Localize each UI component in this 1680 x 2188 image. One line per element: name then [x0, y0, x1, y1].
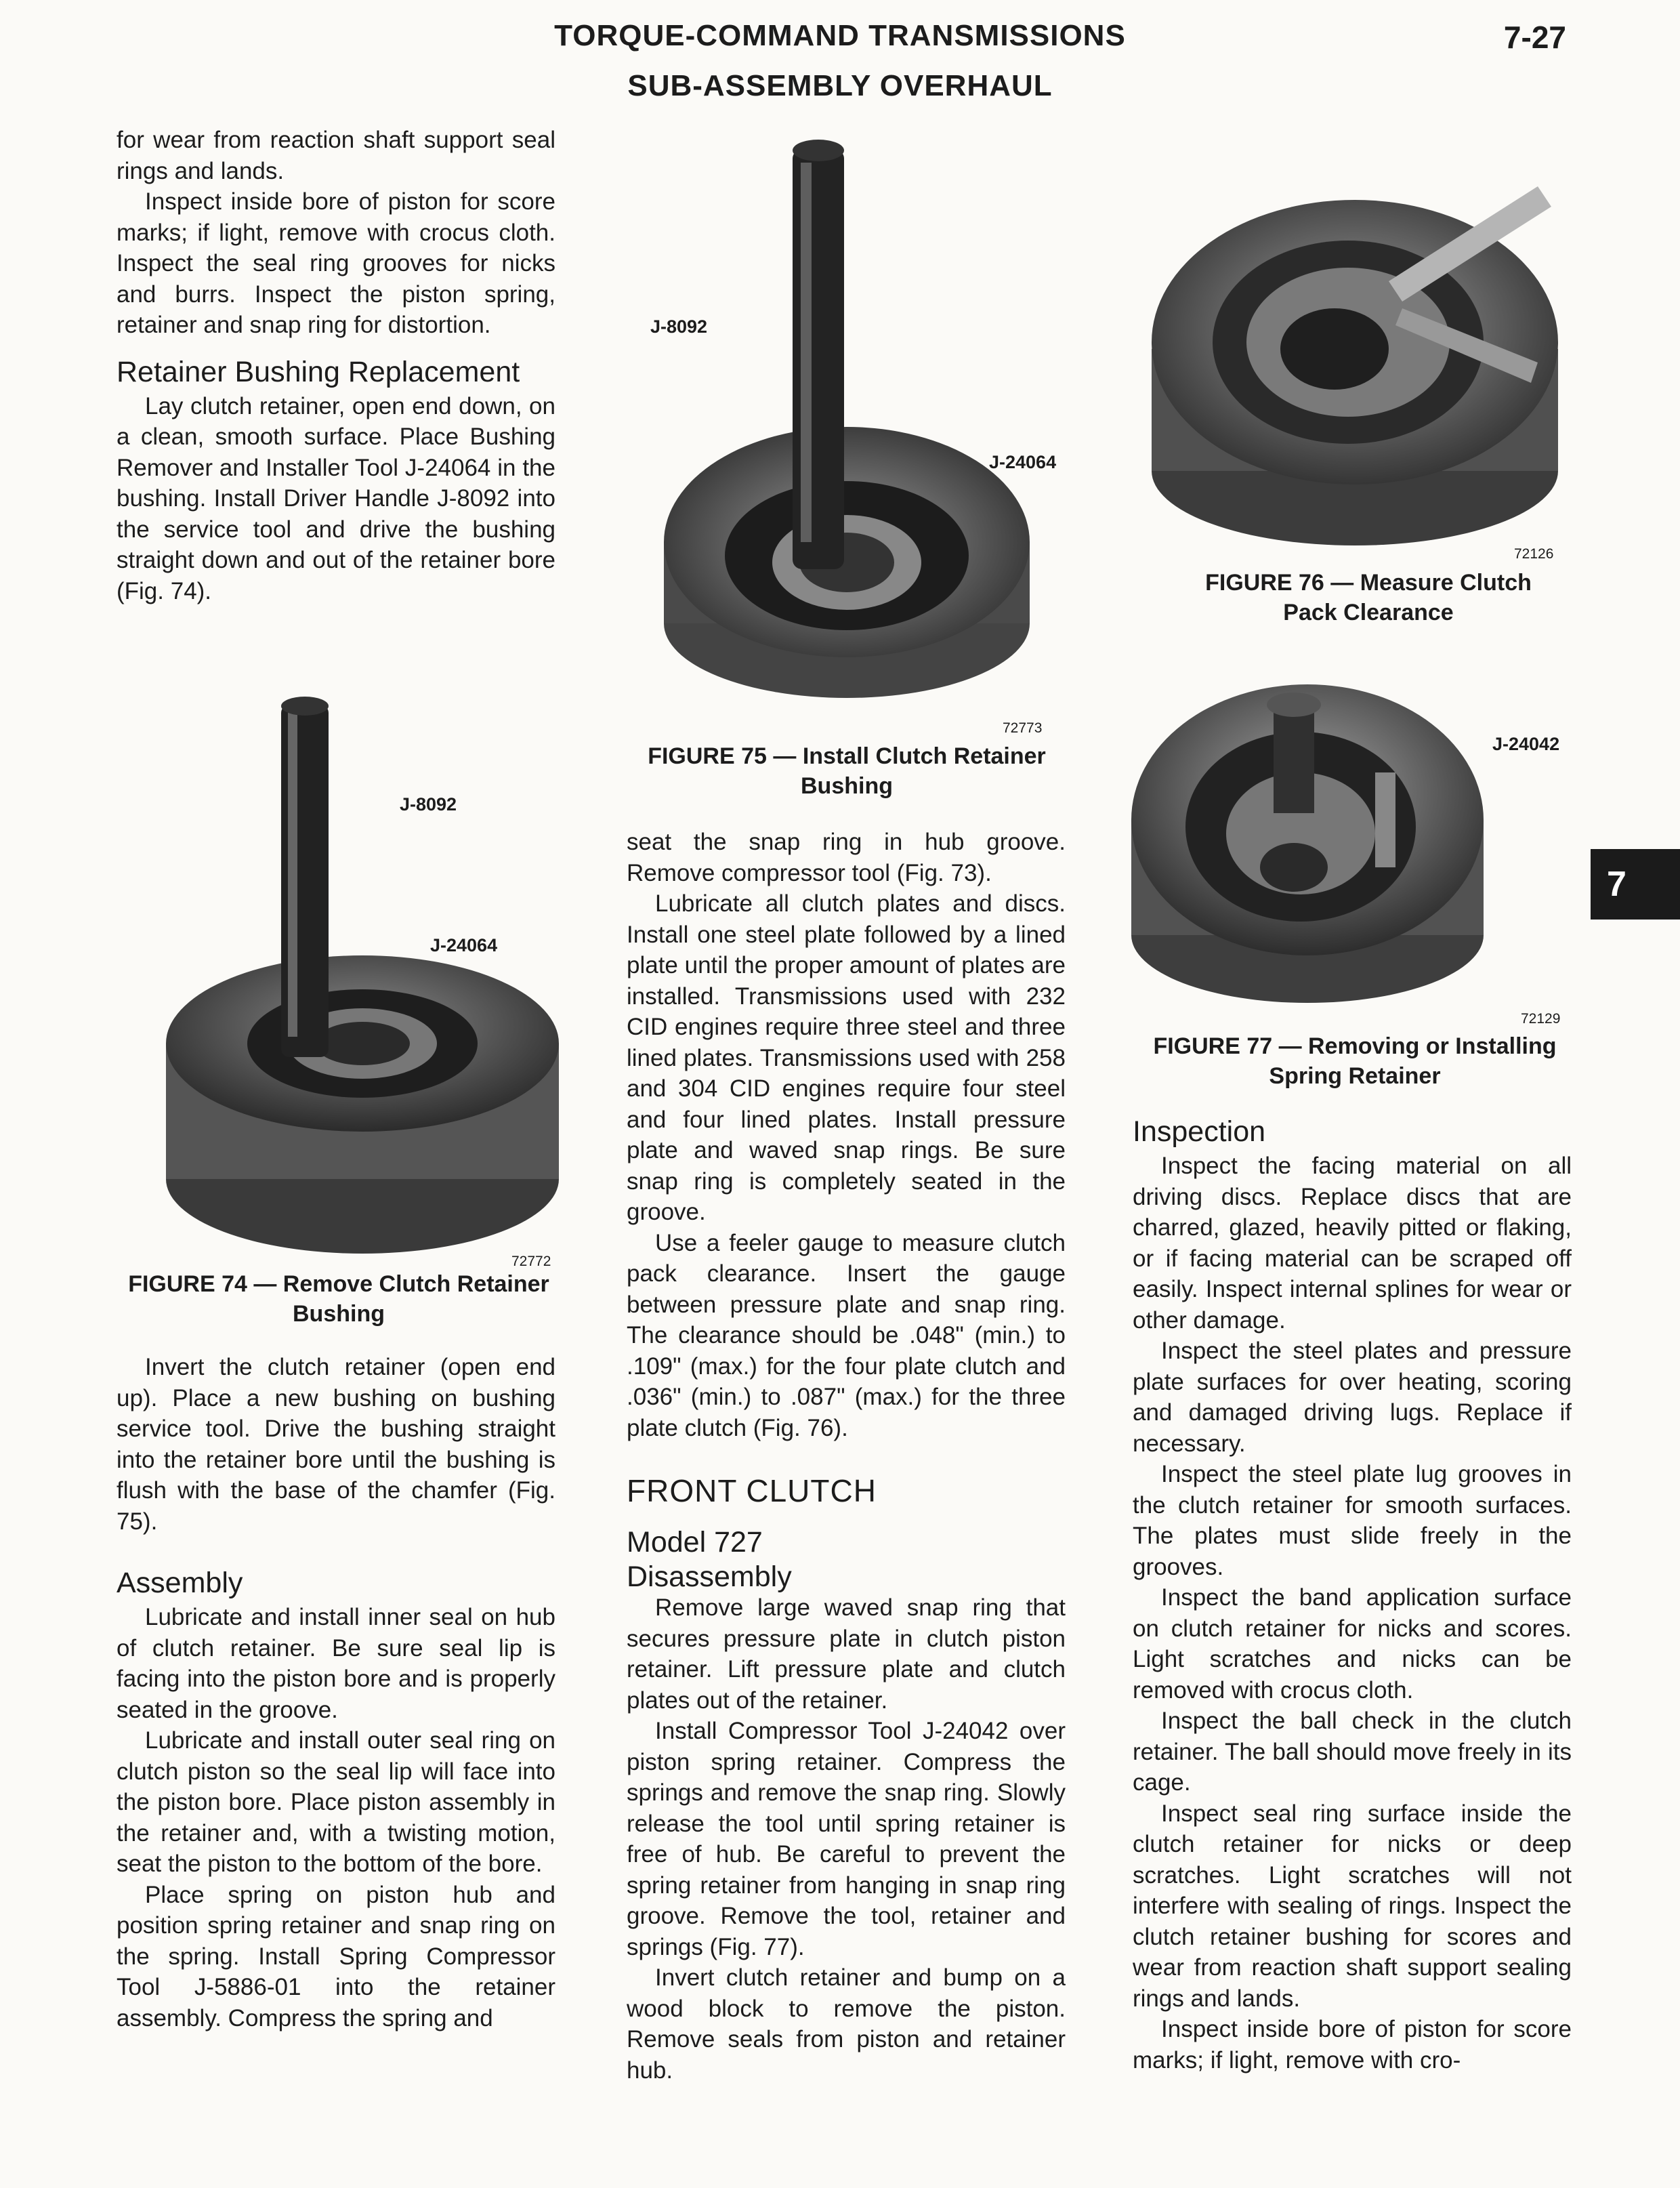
paragraph: Invert the clutch retainer (open end up). Place a new bushing on bushing service tool. Drive the bushing straight into the retainer bore until the bushing is flush with the base of the chamfer (Fig. 75).	[117, 1354, 555, 1535]
paragraph: Lubricate and install outer seal ring on clutch piston so the seal lip will face into the piston bore. Place piston assembly in the retainer and, with a twisting motion, seat the piston to the bottom of the bore.	[117, 1727, 555, 1877]
caption-line: FIGURE 77 — Removing or Installing	[1153, 1033, 1557, 1059]
figure-76-code: 72126	[1514, 546, 1554, 562]
figure-76-photo	[1131, 119, 1565, 552]
caption-line: FIGURE 75 — Install Clutch Retainer	[648, 743, 1046, 769]
subheading-disassembly: Disassembly	[627, 1561, 792, 1593]
paragraph: Invert clutch retainer and bump on a wood block to remove the piston. Remove seals from piston and retainer hub.	[627, 1964, 1066, 2084]
figure-75-label-j8092: J-8092	[650, 316, 708, 337]
section-tab: 7	[1591, 849, 1680, 920]
figure-75-code: 72773	[1003, 720, 1043, 736]
paragraph: Remove large waved snap ring that secures pressure plate in clutch piston retainer. Lift pressure plate and clutch plates out of the retainer.	[627, 1594, 1066, 1714]
section-heading-inspection: Inspection	[1133, 1115, 1266, 1148]
paragraph: Inspect the ball check in the clutch retainer. The ball should move freely in its cage.	[1133, 1708, 1572, 1796]
paragraph: Lubricate and install inner seal on hub of clutch retainer. Be sure seal lip is facing into the piston bore and is properly seated in the groove.	[117, 1604, 555, 1723]
paragraph: seat the snap ring in hub groove. Remove compressor tool (Fig. 73).	[627, 829, 1066, 886]
figure-77-label-j24042: J-24042	[1492, 734, 1560, 754]
section-heading-front-clutch: FRONT CLUTCH	[627, 1473, 877, 1508]
paragraph: Inspect inside bore of piston for score marks; if light, remove with crocus cloth. Inspect the seal ring grooves for nicks and burrs. Inspect the piston spring, retainer and snap ring for distortion.	[117, 188, 555, 338]
subheading-model: Model 727	[627, 1526, 763, 1559]
paragraph: Lubricate all clutch plates and discs. Install one steel plate followed by a lined plate until the proper amount of plates are installed. Transmissions used with 232 CID engines require three steel and three lined plates. Transmissions used with 258 and 304 CID engines require four steel and four lined plates. Install pressure plate and waved snap rings. Be sure snap ring is completely seated in the groove.	[627, 890, 1066, 1225]
paragraph: Inspect the facing material on all driving discs. Replace discs that are charred, glazed, heavily pitted or flaking, or if facing material can be scraped off easily. Inspect internal splines for wear or other damage.	[1133, 1153, 1572, 1334]
paragraph: Inspect the steel plate lug grooves in the clutch retainer for smooth surfaces. The plates must slide freely in the grooves.	[1133, 1461, 1572, 1580]
page-number: 7-27	[1503, 20, 1566, 55]
section-heading: Assembly	[117, 1567, 243, 1599]
paragraph: Lay clutch retainer, open end down, on a clean, smooth surface. Place Bushing Remover and Installer Tool J-24064 in the bushing. Install Driver Handle J-8092 into the service tool and drive the bushing straight down and out of the retainer bore (Fig. 74).	[117, 392, 555, 604]
paragraph: Inspect inside bore of piston for score marks; if light, remove with cro-	[1133, 2016, 1572, 2073]
section-heading: Retainer Bushing Replacement	[117, 355, 520, 388]
figure-75-label-j24064: J-24064	[989, 452, 1057, 472]
figure-74-label-j24064: J-24064	[430, 935, 498, 955]
caption-line: FIGURE 74 — Remove Clutch Retainer	[128, 1271, 549, 1297]
running-header-subtitle: SUB-ASSEMBLY OVERHAUL	[627, 69, 1053, 102]
paragraph: Install Compressor Tool J-24042 over piston spring retainer. Compress the springs and remove the snap ring. Slowly release the tool until spring retainer is free of hub. Be careful to prevent the spring retainer from hanging in snap ring groove. Remove the tool, retainer and springs (Fig. 77).	[627, 1718, 1066, 1960]
figure-74-label-j8092: J-8092	[400, 794, 457, 814]
paragraph: Inspect the band application surface on clutch retainer for nicks and scores. Light scratches and nicks can be removed with crocus cloth.	[1133, 1584, 1572, 1704]
figure-74-photo	[152, 691, 572, 1254]
caption-line: FIGURE 76 — Measure Clutch	[1205, 570, 1532, 596]
figure-77-code: 72129	[1521, 1011, 1561, 1027]
running-header-title: TORQUE-COMMAND TRANSMISSIONS	[554, 19, 1126, 52]
paragraph: Inspect seal ring surface inside the clutch retainer for nicks or deep scratches. Light scratches will not interfere with sealing of rings. Inspect the clutch retainer bushing for scores and wear from reaction shaft support sealing rings and lands.	[1133, 1800, 1572, 2012]
caption-line: Pack Clearance	[1283, 600, 1454, 625]
caption-line: Bushing	[801, 773, 893, 799]
column-2	[627, 827, 1066, 2086]
caption-line: Spring Retainer	[1269, 1063, 1441, 1089]
figure-77-caption	[1131, 1031, 1578, 1091]
figure-75-photo	[630, 122, 1050, 718]
figure-74-caption	[115, 1269, 562, 1329]
column-3	[1133, 1113, 1572, 2076]
figure-74-code: 72772	[511, 1254, 551, 1269]
column-1-bottom	[117, 1352, 555, 2034]
caption-line: Bushing	[293, 1301, 385, 1327]
paragraph: Inspect the steel plates and pressure plate surfaces for over heating, scoring and damaged driving lugs. Replace if necessary.	[1133, 1338, 1572, 1457]
column-1-top	[117, 125, 555, 606]
figure-77-photo	[1118, 664, 1497, 1003]
paragraph: Use a feeler gauge to measure clutch pack clearance. Insert the gauge between pressure plate and snap ring. The clearance should be .048" (min.) to .109" (max.) for the four plate clutch and .036" (min.) to .087" (max.) for the three plate clutch (Fig. 76).	[627, 1229, 1066, 1441]
figure-75-caption	[623, 741, 1070, 801]
paragraph: Place spring on piston hub and position spring retainer and snap ring on the spring. Install Spring Compressor Tool J-5886-01 into the retainer assembly. Compress the spring and	[117, 1881, 555, 2031]
figure-76-caption	[1145, 568, 1592, 627]
paragraph: for wear from reaction shaft support seal rings and lands.	[117, 127, 555, 184]
